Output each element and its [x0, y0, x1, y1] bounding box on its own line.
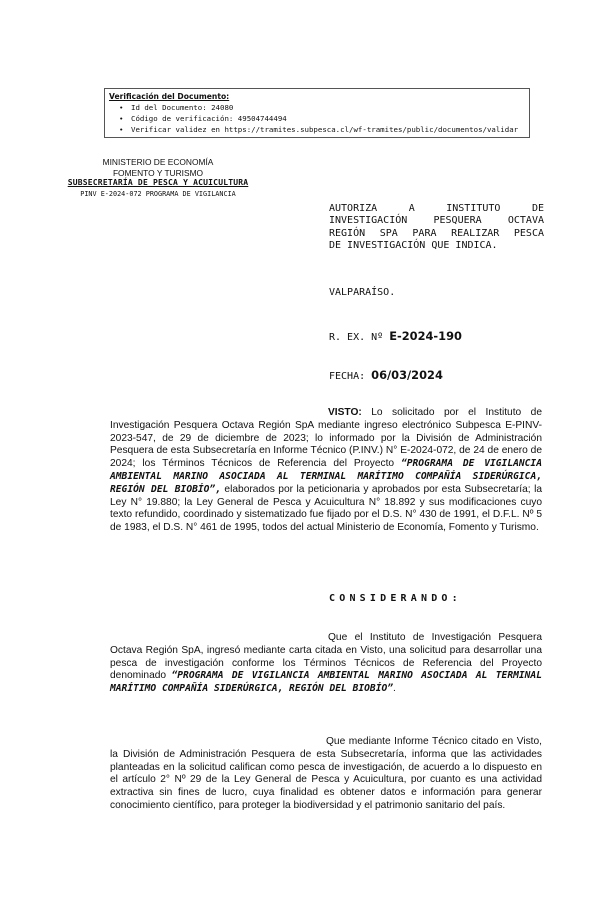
date-label: FECHA: — [329, 371, 366, 382]
considerando-text: Que mediante Informe Técnico citado en Visto, la División de Administración Pesquera de esta Subsecretaría, informa que las actividades planteadas en la solicitud califican como pesca de investigación, de acuerdo a lo dispuesto en el artículo 2° Nº 29 de la Ley General de Pesca y Acuicultura, por cuanto es una actividad extractiva sin fines de lucro, cuya finalidad es obtener datos e información para generar conocimiento científico, para proteger la biodiversidad y el patrimonio sanitario del país. — [110, 736, 542, 811]
ministry-line1: MINISTERIO DE ECONOMÍA — [102, 157, 214, 167]
resolution-value: E-2024-190 — [389, 329, 462, 343]
visto-text: Lo solicitado por el Instituto de Investigación Pesquera Octava Región SpA mediante ingreso electrónico Subpesca E-PINV-2023-547, de 29 de diciembre de 2023; lo informado por la División de Administración Pesquera de esta Subsecretaría en Informe Técnico (P.INV.) N° E-2024-072, de 24 de enero de 2024; los Términos Técnicos de Referencia del Proyecto — [110, 407, 542, 470]
summary-line: INVESTIGACIÓN PESQUERA OCTAVA — [329, 215, 544, 227]
verification-code: • Código de verificación: 49504744494 — [121, 113, 525, 124]
resolution-number — [329, 329, 462, 343]
considerando-text: Que el Instituto de Investigación Pesquera Octava Región SpA, ingresó mediante carta citada en Visto, una solicitud para desarrollar una pesca de investigación conforme los Términos Técnicos de Referencia del Proyecto denominado — [110, 632, 542, 682]
visto-paragraph — [110, 407, 542, 535]
summary-line: AUTORIZA A INSTITUTO DE — [329, 203, 544, 214]
visto-text-continued: elaborados por la peticionaria y aprobados por esta Subsecretaría; la Ley N° 19.880; la Ley General de Pesca y Acuicultura N° 18.892 y sus modificaciones cuyo texto refundido, coordinado y sistematizado fue fijado por el D.S. N° 430 de 1991, el D.F.L. Nº 5 de 1983, el D.S. N° 461 de 1995, todos del actual Ministerio de Economía, Fomento y Turismo. — [110, 483, 543, 534]
place: VALPARAÍSO. — [329, 287, 396, 298]
document-id: • Id del Documento: 24080 — [121, 102, 525, 113]
date-value: 06/03/2024 — [371, 368, 443, 382]
resolution-summary — [329, 203, 544, 253]
verification-title: Verificación del Documento: — [109, 92, 230, 101]
summary-line: REGIÓN SPA PARA REALIZAR PESCA — [329, 227, 544, 239]
considerando-heading: CONSIDERANDO: — [329, 593, 462, 604]
resolution-label: R. EX. Nº — [329, 332, 384, 343]
considerando-project-name: “PROGRAMA DE VIGILANCIA AMBIENTAL MARINO ASOCIADA AL TERMINAL MARÍTIMO COMPAÑÍA SIDERÚRGICA, REGIÓN DEL BIOBÍO” — [110, 670, 542, 695]
visto-heading: VISTO: — [328, 407, 362, 418]
subsecretaria-name: SUBSECRETARÍA DE PESCA Y ACUICULTURA — [67, 178, 249, 188]
summary-line: DE INVESTIGACIÓN QUE INDICA. — [329, 240, 498, 252]
verification-link[interactable]: • Verificar validez en https://tramites.subpesca.cl/wf-tramites/public/documentos/validar — [121, 124, 525, 135]
resolution-date — [329, 368, 443, 382]
considerando-paragraph-1: Que el Instituto de Investigación Pesquera Octava Región SpA, ingresó mediante carta citada en Visto, una solicitud para desarrollar una pesca de investigación conforme los Términos Técnicos de Referencia del Proyecto denominado “PROGRAMA DE VIGILANCIA AMBIENTAL MARINO ASOCIADA AL TERMINAL MARÍTIMO COMPAÑÍA SIDERÚRGICA, REGIÓN DEL BIOBÍO”. — [110, 632, 542, 695]
verification-box — [104, 88, 530, 138]
ministry-line2: FOMENTO Y TURISMO — [112, 167, 204, 178]
considerando-paragraph-2 — [110, 736, 542, 813]
ministry-header — [36, 157, 280, 199]
visto-project-name: “PROGRAMA DE VIGILANCIA AMBIENTAL MARINO ASOCIADA AL TERMINAL MARÍTIMO COMPAÑÍA SIDERÚRGICA, REGIÓN DEL BIOBÍO”, — [110, 458, 542, 495]
verification-list — [109, 102, 525, 135]
pinv-reference: PINV E-2024-072 PROGRAMA DE VIGILANCIA — [80, 189, 236, 198]
